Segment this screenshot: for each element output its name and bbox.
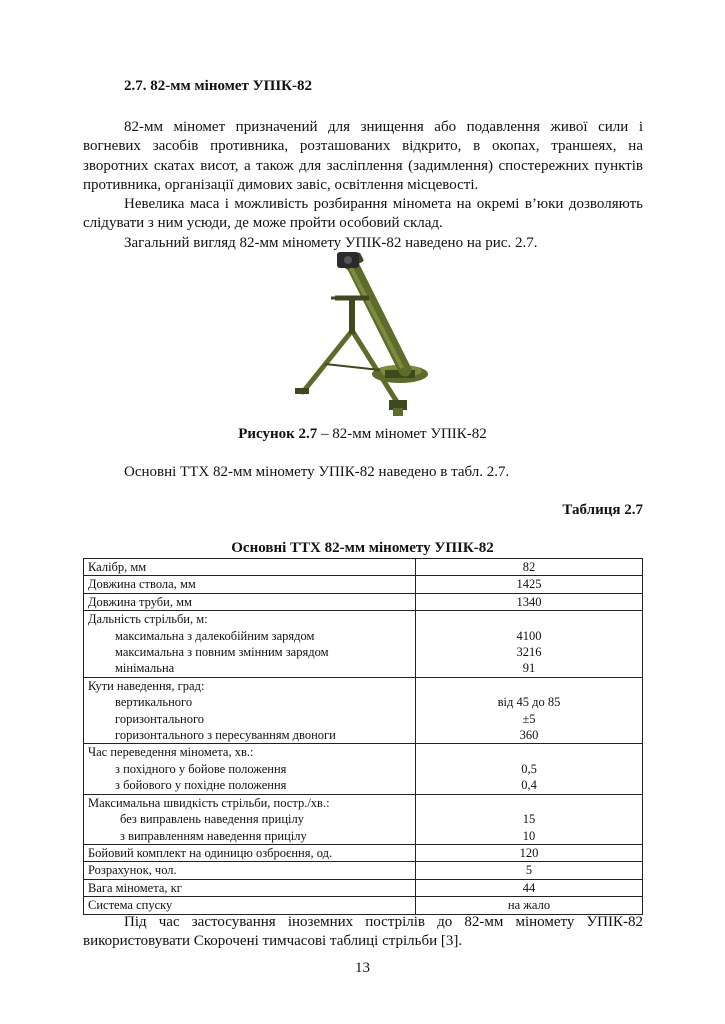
table-title: Основні ТТХ 82-мм міномету УПІК-82 [231,540,494,556]
paragraph-portability: Невелика маса і можливість розбирання міномета на окремі в’юки дозволяють слідувати з ним усюди, де може пройти особовий склад. [83,196,643,232]
table-row: Час переведення міномета, хв.: з похідного у бойове положення з бойового у похідне положення 0,5 0,4 [84,744,643,794]
table-row: Дальність стрільби, м: максимальна з далекобійним зарядом максимальна з повним змінним зарядом мінімальна 4100 3216 91 [84,611,643,678]
bipod-leg-left [303,332,351,392]
table-row: Максимальна швидкість стрільби, постр./хв.: без виправлень наведення прицілу з виправленням наведення прицілу 15 10 [84,794,643,844]
table-row: Довжина ствола, мм 1425 [84,576,643,593]
table-row: Система спуску на жало [84,897,643,914]
table-row: Розрахунок, чол. 5 [84,862,643,879]
figure-caption: Рисунок 2.7 – 82-мм міномет УПІК-82 [238,426,487,442]
table-row: Вага міномета, кг 44 [84,879,643,896]
table-intro: Основні ТТХ 82-мм міномету УПІК-82 наведено в табл. 2.7. [124,464,510,480]
final-paragraph: Під час застосування іноземних пострілів до 82-мм міномету УПІК-82 використовувати Скорочені тимчасові таблиці стрільби [3]. [83,914,643,950]
page-number: 13 [355,960,370,976]
specs-table [83,558,643,915]
paragraph-general-view: Загальний вигляд 82-мм міномету УПІК-82 наведено на рис. 2.7. [124,235,538,251]
table-row: Бойовий комплект на одиницю озброєння, од. 120 [84,844,643,861]
section-heading: 2.7. 82-мм міномет УПІК-82 [124,78,313,94]
table-row: Довжина труби, мм 1340 [84,593,643,610]
paragraph-purpose: 82-мм міномет призначений для знищення або подавлення живої сили і вогневих засобів противника, розташованих відкрито, в окопах, траншеях, на зворотних скатах висот, а також для засліплення (задимлення) спостережних пунктів противника, організації димових завіс, освітлення місцевості. [83,119,643,193]
table-row: Калібр, мм 82 [84,559,643,576]
mortar-image [285,252,445,422]
table-row: Кути наведення, град: вертикального горизонтального горизонтального з пересуванням двоноги від 45 до 85 ±5 360 [84,677,643,744]
table-label: Таблиця 2.7 [562,502,643,518]
